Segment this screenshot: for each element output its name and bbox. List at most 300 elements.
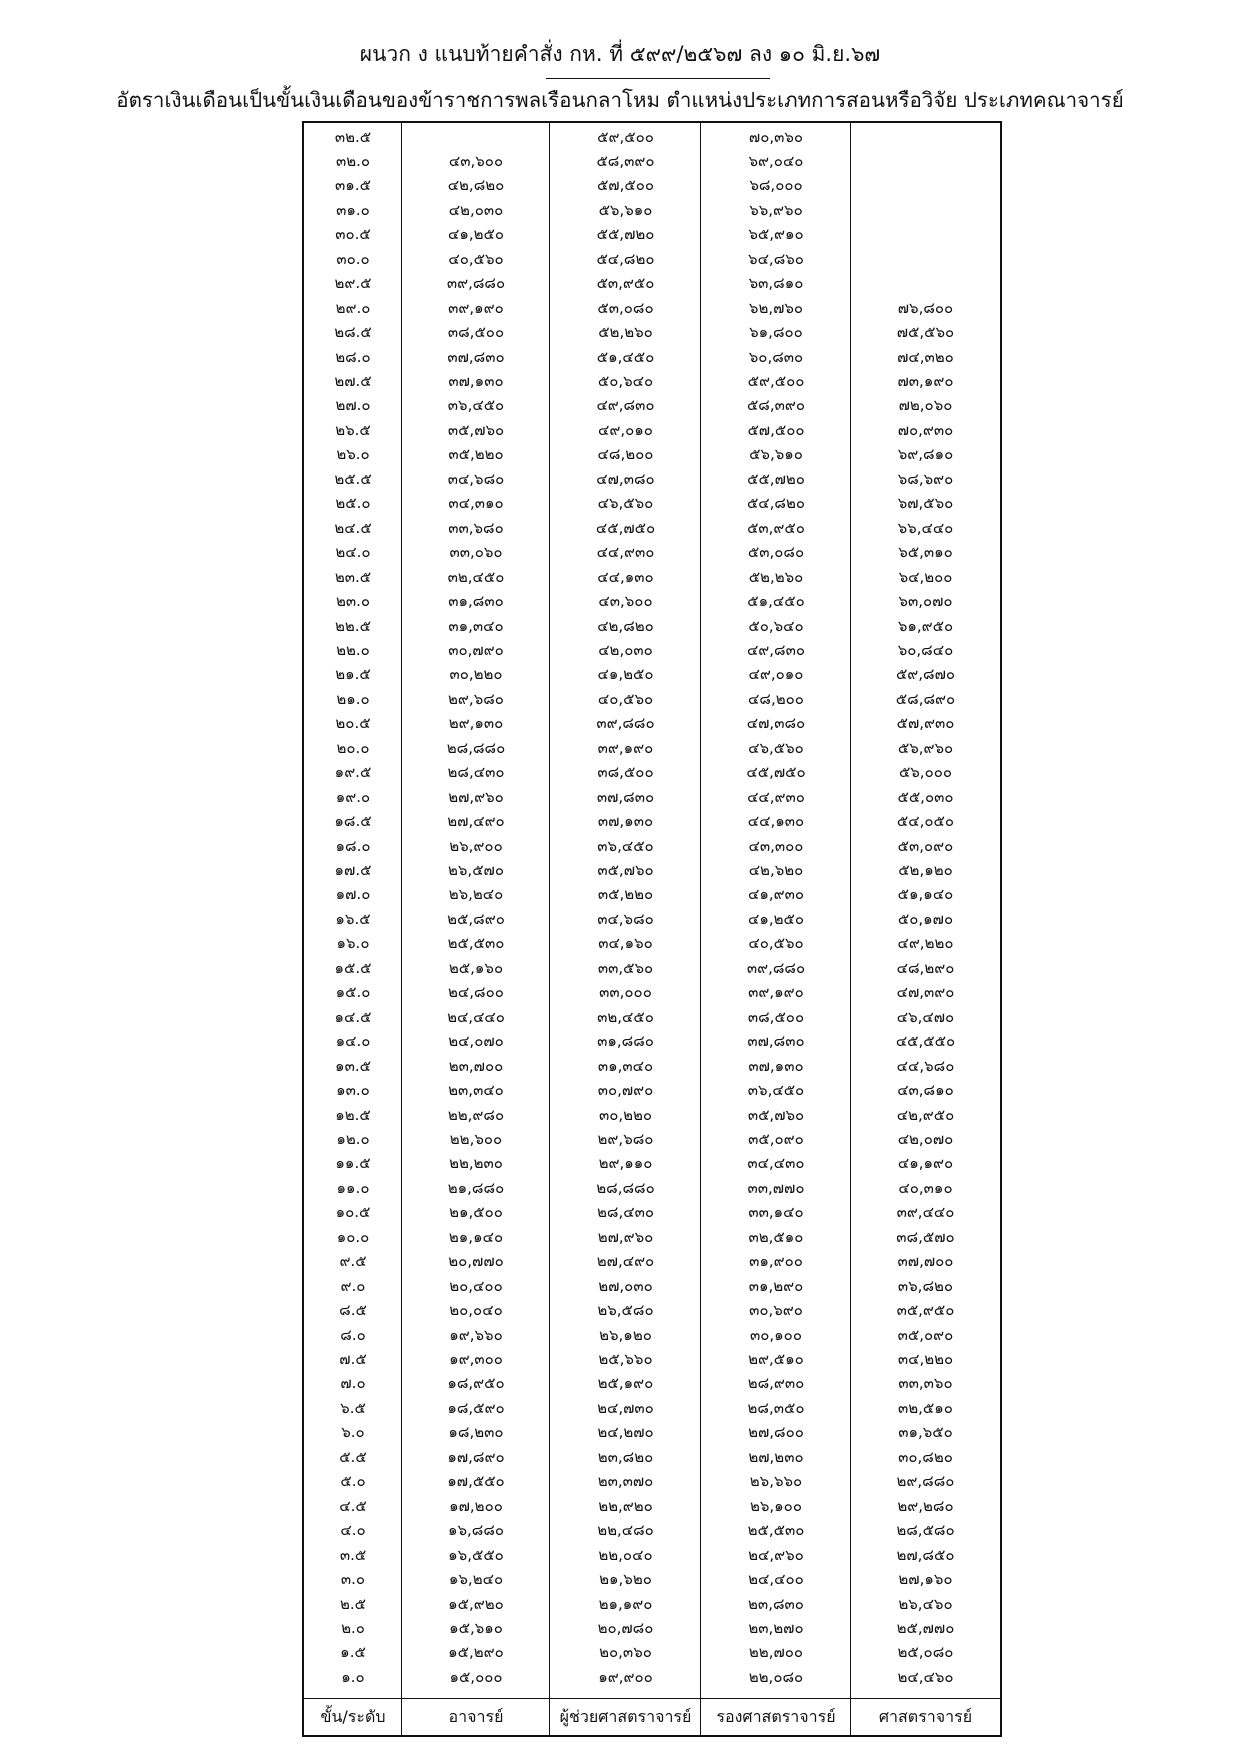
lecturer-salary-cell: ๒๒,๖๐๐ xyxy=(449,1129,503,1148)
assistant-professor-salary-cell: ๓๓,๐๐๐ xyxy=(599,983,652,1002)
step-cell: ๑.๐ xyxy=(341,1667,365,1686)
assistant-professor-salary-cell: ๕๖,๖๑๐ xyxy=(598,200,653,219)
associate-professor-salary-cell: ๓๑,๙๐๐ xyxy=(749,1252,803,1271)
table-row xyxy=(304,760,1000,784)
assistant-professor-salary-cell: ๔๙,๘๓๐ xyxy=(596,396,655,415)
associate-professor-salary-cell: ๔๕,๗๕๐ xyxy=(746,763,806,782)
associate-professor-salary-cell: ๖๒,๗๖๐ xyxy=(748,298,804,317)
assistant-professor-salary-cell: ๒๙,๖๘๐ xyxy=(597,1129,654,1148)
associate-professor-salary-cell: ๒๕,๕๓๐ xyxy=(747,1521,805,1540)
step-cell: ๒.๐ xyxy=(341,1618,365,1637)
step-cell: ๒๐.๕ xyxy=(335,714,371,733)
assistant-professor-salary-cell: ๒๙,๑๑๐ xyxy=(598,1154,653,1173)
table-row xyxy=(304,956,1000,980)
step-cell: ๒๖.๕ xyxy=(335,420,371,439)
assistant-professor-salary-cell: ๒๔,๒๗๐ xyxy=(597,1423,654,1442)
table-row xyxy=(304,540,1000,564)
associate-professor-salary-cell: ๒๖,๖๖๐ xyxy=(749,1472,803,1491)
lecturer-salary-cell: ๓๔,๖๘๐ xyxy=(447,469,505,488)
professor-salary-cell: ๔๐,๓๑๐ xyxy=(898,1178,953,1197)
associate-professor-salary-cell: ๖๑,๘๐๐ xyxy=(749,323,803,342)
table-row xyxy=(304,1469,1000,1493)
step-cell: ๒๕.๕ xyxy=(334,469,372,488)
lecturer-salary-cell: ๒๐,๗๗๐ xyxy=(448,1252,504,1271)
assistant-professor-salary-cell: ๑๙,๙๐๐ xyxy=(598,1667,653,1686)
annex-title: ผนวก ง แนบท้ายคำสั่ง กห. ที่ ๕๙๙/๒๕๖๗ ลง ๑๐ มิ.ย.๖๗ xyxy=(359,42,881,66)
step-cell: ๒๓.๕ xyxy=(334,567,372,586)
step-cell: ๑๓.๐ xyxy=(336,1081,370,1100)
professor-salary-cell: ๔๗,๓๙๐ xyxy=(896,983,955,1002)
assistant-professor-salary-cell: ๔๑,๒๕๐ xyxy=(597,665,654,684)
assistant-professor-salary-cell: ๕๑,๔๕๐ xyxy=(596,347,655,366)
lecturer-salary-cell: ๑๕,๙๒๐ xyxy=(448,1594,504,1613)
lecturer-salary-cell: ๒๒,๒๓๐ xyxy=(449,1154,503,1173)
associate-professor-salary-cell: ๕๙,๕๐๐ xyxy=(747,372,805,390)
step-cell: ๑๗.๐ xyxy=(335,885,371,904)
table-row xyxy=(304,1151,1000,1175)
table-row xyxy=(304,1420,1000,1444)
assistant-professor-salary-cell: ๕๙,๕๐๐ xyxy=(597,127,654,146)
assistant-professor-salary-cell: ๒๖,๑๒๐ xyxy=(599,1325,652,1344)
assistant-professor-salary-cell: ๔๔,๑๓๐ xyxy=(597,567,654,586)
table-row xyxy=(304,711,1000,735)
lecturer-salary-cell: ๒๗,๙๖๐ xyxy=(448,787,504,806)
step-cell: ๒๗.๕ xyxy=(334,372,372,390)
table-row xyxy=(304,1298,1000,1322)
lecturer-salary-cell: ๓๐,๒๒๐ xyxy=(449,665,503,684)
table-row xyxy=(304,638,1000,662)
professor-salary-cell: ๕๒,๑๒๐ xyxy=(898,861,953,879)
assistant-professor-salary-cell: ๒๓,๓๗๐ xyxy=(597,1472,654,1491)
associate-professor-salary-cell: ๕๑,๔๕๐ xyxy=(747,592,805,611)
lecturer-salary-cell: ๔๑,๒๕๐ xyxy=(447,225,505,244)
step-cell: ๑๖.๐ xyxy=(336,934,370,953)
professor-salary-cell: ๒๔,๔๖๐ xyxy=(897,1667,954,1686)
associate-professor-salary-cell: ๕๔,๘๒๐ xyxy=(746,494,806,513)
associate-professor-salary-cell: ๒๓,๘๓๐ xyxy=(748,1594,804,1613)
associate-professor-salary-cell: ๓๔,๔๓๐ xyxy=(747,1154,805,1173)
step-cell: ๑๖.๕ xyxy=(335,909,371,928)
table-row xyxy=(304,369,1000,393)
associate-professor-salary-cell: ๔๐,๕๖๐ xyxy=(748,934,804,953)
assistant-professor-salary-cell: ๔๐,๕๖๐ xyxy=(597,689,654,708)
assistant-professor-salary-cell: ๕๒,๒๖๐ xyxy=(598,323,653,342)
step-cell: ๕.๐ xyxy=(340,1472,366,1491)
step-cell: ๒๙.๐ xyxy=(335,298,371,317)
step-cell: ๖.๕ xyxy=(340,1398,366,1417)
step-cell: ๒.๕ xyxy=(339,1594,366,1613)
associate-professor-salary-cell: ๕๓,๙๕๐ xyxy=(747,518,805,537)
associate-professor-salary-cell: ๕๐,๖๔๐ xyxy=(748,616,804,635)
step-cell: ๓๒.๐ xyxy=(335,151,371,170)
table-row xyxy=(304,296,1000,320)
step-cell: ๒๒.๕ xyxy=(335,616,371,635)
associate-professor-salary-cell: ๒๔,๔๐๐ xyxy=(748,1570,804,1589)
associate-professor-salary-cell: ๕๕,๗๒๐ xyxy=(747,469,805,488)
lecturer-salary-cell: ๓๕,๒๒๐ xyxy=(448,445,504,464)
lecturer-salary-cell: ๑๘,๙๕๐ xyxy=(447,1374,505,1393)
associate-professor-salary-cell: ๓๘,๕๐๐ xyxy=(747,1007,805,1026)
lecturer-salary-cell: ๒๗,๔๙๐ xyxy=(447,812,505,831)
step-cell: ๑๒.๕ xyxy=(335,1105,371,1124)
associate-professor-salary-cell: ๔๗,๓๘๐ xyxy=(746,714,806,733)
associate-professor-salary-cell: ๓๒,๕๑๐ xyxy=(748,1227,804,1246)
table-row xyxy=(304,1640,1000,1664)
lecturer-salary-cell: ๑๙,๓๐๐ xyxy=(449,1350,503,1368)
step-cell: ๓๑.๐ xyxy=(336,200,370,219)
table-row xyxy=(304,345,1000,369)
lecturer-salary-cell: ๒๙,๖๘๐ xyxy=(448,689,504,708)
lecturer-salary-cell: ๒๓,๗๐๐ xyxy=(448,1056,504,1075)
lecturer-salary-cell: ๑๗,๕๕๐ xyxy=(447,1472,505,1491)
professor-salary-cell: ๗๓,๑๙๐ xyxy=(897,372,954,390)
footer-lecturer-label: อาจารย์ xyxy=(448,1707,504,1726)
step-cell: ๑๔.๕ xyxy=(334,1007,372,1026)
assistant-professor-salary-cell: ๔๘,๒๐๐ xyxy=(597,445,654,464)
step-cell: ๒๑.๕ xyxy=(335,665,371,684)
table-row xyxy=(304,1371,1000,1395)
assistant-professor-salary-cell: ๓๐,๒๒๐ xyxy=(598,1105,653,1124)
professor-salary-cell: ๕๓,๐๙๐ xyxy=(897,836,954,855)
step-cell: ๓๐.๐ xyxy=(336,249,370,268)
professor-salary-cell: ๔๔,๖๘๐ xyxy=(896,1056,955,1075)
table-row xyxy=(304,785,1000,809)
step-cell: ๑๑.๕ xyxy=(335,1154,371,1173)
associate-professor-salary-cell: ๒๘,๓๕๐ xyxy=(747,1398,805,1417)
assistant-professor-salary-cell: ๓๔,๑๖๐ xyxy=(598,934,653,953)
table-row xyxy=(304,1103,1000,1127)
associate-professor-salary-cell: ๖๔,๘๖๐ xyxy=(748,249,804,268)
table-row xyxy=(304,320,1000,344)
assistant-professor-salary-cell: ๒๕,๑๙๐ xyxy=(597,1374,654,1393)
professor-salary-cell: ๒๗,๑๖๐ xyxy=(898,1570,953,1589)
lecturer-salary-cell: ๒๐,๔๐๐ xyxy=(449,1276,503,1295)
table-row xyxy=(304,1567,1000,1591)
professor-salary-cell: ๓๕,๙๕๐ xyxy=(896,1301,955,1320)
assistant-professor-salary-cell: ๓๐,๗๙๐ xyxy=(597,1081,654,1100)
assistant-professor-salary-cell: ๒๐,๓๖๐ xyxy=(599,1643,652,1662)
professor-salary-cell: ๔๙,๒๒๐ xyxy=(897,934,954,953)
step-cell: ๓.๐ xyxy=(340,1570,366,1589)
professor-salary-cell: ๓๘,๕๗๐ xyxy=(896,1227,955,1246)
table-row xyxy=(304,1494,1000,1518)
assistant-professor-salary-cell: ๒๗,๙๖๐ xyxy=(597,1227,654,1246)
professor-salary-cell: ๕๔,๐๕๐ xyxy=(896,812,955,831)
professor-salary-cell: ๓๔,๒๒๐ xyxy=(897,1350,954,1368)
table-row xyxy=(304,882,1000,906)
table-row xyxy=(304,858,1000,882)
table-row xyxy=(304,736,1000,760)
table-row xyxy=(304,1005,1000,1029)
lecturer-salary-cell: ๑๖,๘๘๐ xyxy=(447,1521,505,1540)
step-cell: ๒๑.๐ xyxy=(336,689,370,708)
assistant-professor-salary-cell: ๓๖,๔๕๐ xyxy=(597,836,654,855)
table-row xyxy=(304,442,1000,466)
footer-step-label: ขั้น/ระดับ xyxy=(320,1707,386,1726)
professor-salary-cell: ๓๙,๔๔๐ xyxy=(896,1203,955,1222)
assistant-professor-salary-cell: ๓๘,๕๐๐ xyxy=(597,763,654,782)
professor-salary-cell: ๕๖,๐๐๐ xyxy=(898,763,953,782)
lecturer-salary-cell: ๒๘,๔๓๐ xyxy=(447,763,505,782)
lecturer-salary-cell: ๓๙,๘๘๐ xyxy=(446,274,506,293)
step-cell: ๑๕.๕ xyxy=(334,958,372,977)
step-cell: ๕.๕ xyxy=(339,1447,367,1466)
table-row xyxy=(304,1176,1000,1200)
lecturer-salary-cell: ๒๘,๘๘๐ xyxy=(446,738,506,757)
lecturer-salary-cell: ๓๑,๘๓๐ xyxy=(448,592,504,611)
professor-salary-cell: ๕๐,๑๗๐ xyxy=(897,909,954,928)
professor-salary-cell: ๔๒,๐๗๐ xyxy=(897,1129,954,1148)
table-row xyxy=(304,271,1000,295)
table-row xyxy=(304,1445,1000,1469)
step-cell: ๒๗.๐ xyxy=(335,396,371,415)
assistant-professor-salary-cell: ๓๕,๗๖๐ xyxy=(597,861,654,879)
professor-salary-cell: ๕๗,๙๓๐ xyxy=(896,714,955,733)
professor-salary-cell xyxy=(851,271,1000,295)
table-row xyxy=(304,565,1000,589)
lecturer-salary-cell: ๔๓,๖๐๐ xyxy=(448,151,504,170)
lecturer-salary-cell: ๓๓,๖๘๐ xyxy=(448,518,504,537)
assistant-professor-salary-cell: ๔๒,๘๒๐ xyxy=(597,616,654,635)
associate-professor-salary-cell: ๔๖,๕๖๐ xyxy=(748,738,804,757)
assistant-professor-salary-cell: ๔๙,๐๑๐ xyxy=(598,420,653,439)
assistant-professor-salary-cell: ๕๐,๖๔๐ xyxy=(597,372,654,390)
table-row xyxy=(304,1616,1000,1640)
table-row xyxy=(304,1665,1000,1689)
professor-salary-cell: ๖๑,๙๕๐ xyxy=(897,616,954,635)
professor-salary-cell: ๖๖,๔๔๐ xyxy=(897,518,954,537)
professor-salary-cell: ๖๕,๓๑๐ xyxy=(898,543,953,562)
professor-salary-cell: ๓๑,๖๕๐ xyxy=(898,1423,953,1442)
table-row xyxy=(304,687,1000,711)
associate-professor-salary-cell: ๔๔,๙๓๐ xyxy=(747,787,805,806)
associate-professor-salary-cell: ๓๐,๑๐๐ xyxy=(749,1325,802,1344)
professor-salary-cell: ๓๖,๘๒๐ xyxy=(897,1276,954,1295)
professor-salary-cell xyxy=(851,198,1000,222)
lecturer-salary-cell: ๒๕,๕๓๐ xyxy=(447,934,505,953)
table-title: อัตราเงินเดือนเป็นขั้นเงินเดือนของข้าราชการพลเรือนกลาโหม ตำแหน่งประเภทการสอนหรือวิจัย ประเภทคณาจารย์ xyxy=(116,88,1124,112)
assistant-professor-salary-cell: ๒๘,๔๓๐ xyxy=(597,1203,654,1222)
professor-salary-cell: ๗๕,๕๖๐ xyxy=(896,323,955,342)
table-row xyxy=(304,1396,1000,1420)
professor-salary-cell: ๕๑,๑๔๐ xyxy=(897,885,954,904)
assistant-professor-salary-cell: ๕๓,๐๘๐ xyxy=(597,298,654,317)
lecturer-salary-cell: ๓๙,๑๙๐ xyxy=(448,298,504,317)
step-cell: ๙.๕ xyxy=(339,1252,367,1271)
assistant-professor-salary-cell: ๓๙,๑๙๐ xyxy=(597,738,654,757)
associate-professor-salary-cell: ๔๑,๙๓๐ xyxy=(747,885,805,904)
lecturer-salary-cell: ๓๗,๑๓๐ xyxy=(448,372,504,390)
assistant-professor-salary-cell: ๒๘,๘๘๐ xyxy=(596,1178,655,1197)
professor-salary-cell: ๔๑,๑๙๐ xyxy=(897,1154,954,1173)
associate-professor-salary-cell: ๓๗,๑๓๐ xyxy=(748,1056,804,1075)
step-cell: ๒๘.๐ xyxy=(335,347,371,366)
step-cell: ๙.๐ xyxy=(340,1276,366,1295)
table-row xyxy=(304,418,1000,442)
associate-professor-salary-cell: ๔๙,๐๑๐ xyxy=(748,665,804,684)
associate-professor-salary-cell: ๕๗,๕๐๐ xyxy=(747,420,805,439)
lecturer-salary-cell: ๑๘,๕๙๐ xyxy=(447,1398,505,1417)
associate-professor-salary-cell: ๖๘,๐๐๐ xyxy=(749,176,803,195)
assistant-professor-salary-cell: ๕๔,๘๒๐ xyxy=(596,249,655,268)
lecturer-salary-cell: ๒๑,๕๐๐ xyxy=(449,1203,503,1222)
step-cell: ๑๑.๐ xyxy=(336,1178,370,1197)
table-row xyxy=(304,149,1000,173)
professor-salary-cell: ๖๐,๘๔๐ xyxy=(897,640,954,659)
assistant-professor-salary-cell: ๔๗,๓๘๐ xyxy=(596,469,655,488)
table-row xyxy=(304,173,1000,197)
lecturer-salary-cell: ๒๕,๘๙๐ xyxy=(447,909,505,928)
step-cell: ๒๕.๐ xyxy=(335,494,371,513)
assistant-professor-salary-cell: ๒๓,๘๒๐ xyxy=(597,1447,654,1466)
professor-salary-cell xyxy=(851,222,1000,246)
assistant-professor-salary-cell: ๔๔,๙๓๐ xyxy=(596,543,655,562)
step-cell: ๑.๕ xyxy=(340,1643,366,1662)
lecturer-salary-cell: ๔๒,๘๒๐ xyxy=(447,176,505,195)
lecturer-salary-cell: ๒๔,๐๗๐ xyxy=(448,1032,504,1051)
lecturer-salary-cell: ๒๖,๕๗๐ xyxy=(448,861,504,879)
assistant-professor-salary-cell: ๔๓,๖๐๐ xyxy=(598,592,653,611)
professor-salary-cell: ๒๙,๘๘๐ xyxy=(896,1472,955,1491)
professor-salary-cell: ๕๕,๐๓๐ xyxy=(897,787,954,806)
professor-salary-cell: ๖๘,๖๙๐ xyxy=(897,469,954,488)
assistant-professor-salary-cell: ๒๑,๖๒๐ xyxy=(599,1570,652,1589)
associate-professor-salary-cell: ๓๗,๘๓๐ xyxy=(747,1032,805,1051)
table-row xyxy=(304,662,1000,686)
step-cell: ๑๙.๐ xyxy=(335,787,371,806)
table-row xyxy=(304,809,1000,833)
assistant-professor-salary-cell: ๓๓,๕๖๐ xyxy=(597,958,654,977)
professor-salary-cell: ๓๒,๕๑๐ xyxy=(898,1398,953,1417)
step-cell: ๒๘.๕ xyxy=(334,323,372,342)
assistant-professor-salary-cell: ๓๔,๖๘๐ xyxy=(597,909,654,928)
step-cell: ๑๐.๕ xyxy=(335,1203,371,1222)
table-row xyxy=(304,516,1000,540)
professor-salary-cell xyxy=(851,125,1000,149)
lecturer-salary-cell: ๓๓,๐๖๐ xyxy=(449,543,503,562)
lecturer-salary-cell: ๒๐,๐๔๐ xyxy=(449,1301,503,1320)
step-cell: ๓๑.๕ xyxy=(335,176,371,195)
assistant-professor-salary-cell: ๕๗,๕๐๐ xyxy=(596,176,655,195)
associate-professor-salary-cell: ๖๐,๘๓๐ xyxy=(748,347,804,366)
professor-salary-cell xyxy=(851,247,1000,271)
associate-professor-salary-cell: ๗๐,๓๖๐ xyxy=(748,127,804,146)
associate-professor-salary-cell: ๒๔,๙๖๐ xyxy=(748,1545,804,1564)
table-row xyxy=(304,1249,1000,1273)
step-cell: ๗.๐ xyxy=(340,1374,366,1393)
lecturer-salary-cell: ๓๗,๘๓๐ xyxy=(447,347,505,366)
professor-salary-cell: ๔๕,๕๕๐ xyxy=(895,1032,956,1051)
professor-salary-cell: ๒๖,๔๖๐ xyxy=(898,1594,953,1613)
lecturer-salary-cell: ๓๘,๕๐๐ xyxy=(447,323,505,342)
lecturer-salary-cell: ๓๔,๓๑๐ xyxy=(448,494,504,513)
associate-professor-salary-cell: ๓๑,๒๙๐ xyxy=(748,1276,804,1295)
lecturer-salary-cell: ๑๖,๕๕๐ xyxy=(448,1545,504,1564)
professor-salary-cell: ๒๙,๒๘๐ xyxy=(897,1496,954,1515)
table-row xyxy=(304,614,1000,638)
step-cell: ๓๒.๕ xyxy=(334,127,372,146)
table-row xyxy=(304,1274,1000,1298)
step-cell: ๑๔.๐ xyxy=(335,1032,371,1051)
professor-salary-cell: ๖๓,๐๗๐ xyxy=(898,592,953,611)
associate-professor-salary-cell: ๒๖,๑๐๐ xyxy=(749,1496,802,1515)
assistant-professor-salary-cell: ๒๗,๐๓๐ xyxy=(598,1276,653,1295)
professor-salary-cell: ๖๗,๕๖๐ xyxy=(897,494,954,513)
lecturer-salary-cell: ๒๔,๔๔๐ xyxy=(447,1007,505,1026)
associate-professor-salary-cell: ๔๙,๘๓๐ xyxy=(746,640,806,659)
assistant-professor-salary-cell: ๒๔,๗๓๐ xyxy=(597,1398,654,1417)
associate-professor-salary-cell: ๕๒,๒๖๐ xyxy=(748,567,804,586)
step-cell: ๑๓.๕ xyxy=(335,1056,371,1075)
professor-salary-cell: ๗๒,๐๖๐ xyxy=(898,396,953,415)
table-row xyxy=(304,980,1000,1004)
professor-salary-cell: ๔๖,๔๗๐ xyxy=(896,1007,955,1026)
associate-professor-salary-cell: ๒๒,๗๐๐ xyxy=(748,1643,804,1662)
professor-salary-cell: ๓๕,๐๙๐ xyxy=(897,1325,954,1344)
table-row xyxy=(304,1518,1000,1542)
lecturer-salary-cell: ๒๑,๑๔๐ xyxy=(448,1227,504,1246)
step-cell: ๑๘.๐ xyxy=(335,836,371,855)
assistant-professor-salary-cell: ๒๑,๑๙๐ xyxy=(598,1594,653,1613)
associate-professor-salary-cell: ๓๕,๗๖๐ xyxy=(747,1105,805,1124)
lecturer-salary-cell: ๔๒,๐๓๐ xyxy=(448,200,504,219)
associate-professor-salary-cell: ๔๓,๓๐๐ xyxy=(748,836,804,855)
step-cell: ๒๒.๐ xyxy=(336,640,370,659)
step-cell: ๑๗.๕ xyxy=(334,861,372,879)
professor-salary-cell: ๗๖,๘๐๐ xyxy=(897,298,954,317)
table-row xyxy=(304,1592,1000,1616)
table-row xyxy=(304,931,1000,955)
professor-salary-cell xyxy=(851,173,1000,197)
lecturer-salary-cell: ๒๖,๒๔๐ xyxy=(448,885,504,904)
assistant-professor-salary-cell: ๓๑,๘๘๐ xyxy=(597,1032,654,1051)
step-cell: ๒๔.๕ xyxy=(334,518,372,537)
assistant-professor-salary-cell: ๔๖,๕๖๐ xyxy=(597,494,654,513)
assistant-professor-salary-cell: ๒๖,๕๘๐ xyxy=(597,1301,654,1320)
lecturer-salary-cell: ๑๕,๐๐๐ xyxy=(449,1667,503,1686)
associate-professor-salary-cell: ๔๘,๒๐๐ xyxy=(748,689,804,708)
table-row xyxy=(304,1054,1000,1078)
step-cell: ๑๒.๐ xyxy=(336,1129,370,1148)
step-cell: ๒๖.๐ xyxy=(336,445,370,464)
associate-professor-salary-cell: ๓๖,๔๕๐ xyxy=(747,1081,805,1100)
professor-salary-cell: ๔๒,๙๕๐ xyxy=(896,1105,955,1124)
assistant-professor-salary-cell: ๒๐,๗๘๐ xyxy=(597,1618,654,1637)
table-row xyxy=(304,834,1000,858)
assistant-professor-salary-cell: ๒๒,๔๘๐ xyxy=(597,1521,654,1540)
lecturer-salary-cell: ๒๕,๑๖๐ xyxy=(448,958,504,977)
table-row xyxy=(304,247,1000,271)
professor-salary-cell: ๓๓,๓๖๐ xyxy=(898,1374,953,1393)
associate-professor-salary-cell: ๒๙,๕๑๐ xyxy=(748,1350,804,1368)
assistant-professor-salary-cell: ๓๗,๑๓๐ xyxy=(597,812,654,831)
step-cell: ๒๓.๐ xyxy=(335,592,371,611)
lecturer-salary-cell: ๓๖,๔๕๐ xyxy=(447,396,505,415)
table-row xyxy=(304,1029,1000,1053)
step-cell: ๔.๐ xyxy=(340,1521,366,1540)
associate-professor-salary-cell: ๒๘,๙๓๐ xyxy=(747,1374,805,1393)
step-cell: ๒๙.๕ xyxy=(334,274,372,293)
lecturer-salary-cell: ๑๘,๒๓๐ xyxy=(448,1423,504,1442)
table-row xyxy=(304,1078,1000,1102)
assistant-professor-salary-cell: ๒๒,๐๔๐ xyxy=(598,1545,653,1564)
step-cell: ๒๐.๐ xyxy=(336,738,370,757)
assistant-professor-salary-cell: ๓๙,๘๘๐ xyxy=(596,714,655,733)
associate-professor-salary-cell: ๖๓,๘๑๐ xyxy=(748,274,804,293)
professor-salary-cell: ๒๘,๕๘๐ xyxy=(896,1521,955,1540)
lecturer-salary-cell: ๑๗,๘๙๐ xyxy=(447,1447,505,1466)
assistant-professor-salary-cell: ๓๒,๔๕๐ xyxy=(597,1007,654,1026)
